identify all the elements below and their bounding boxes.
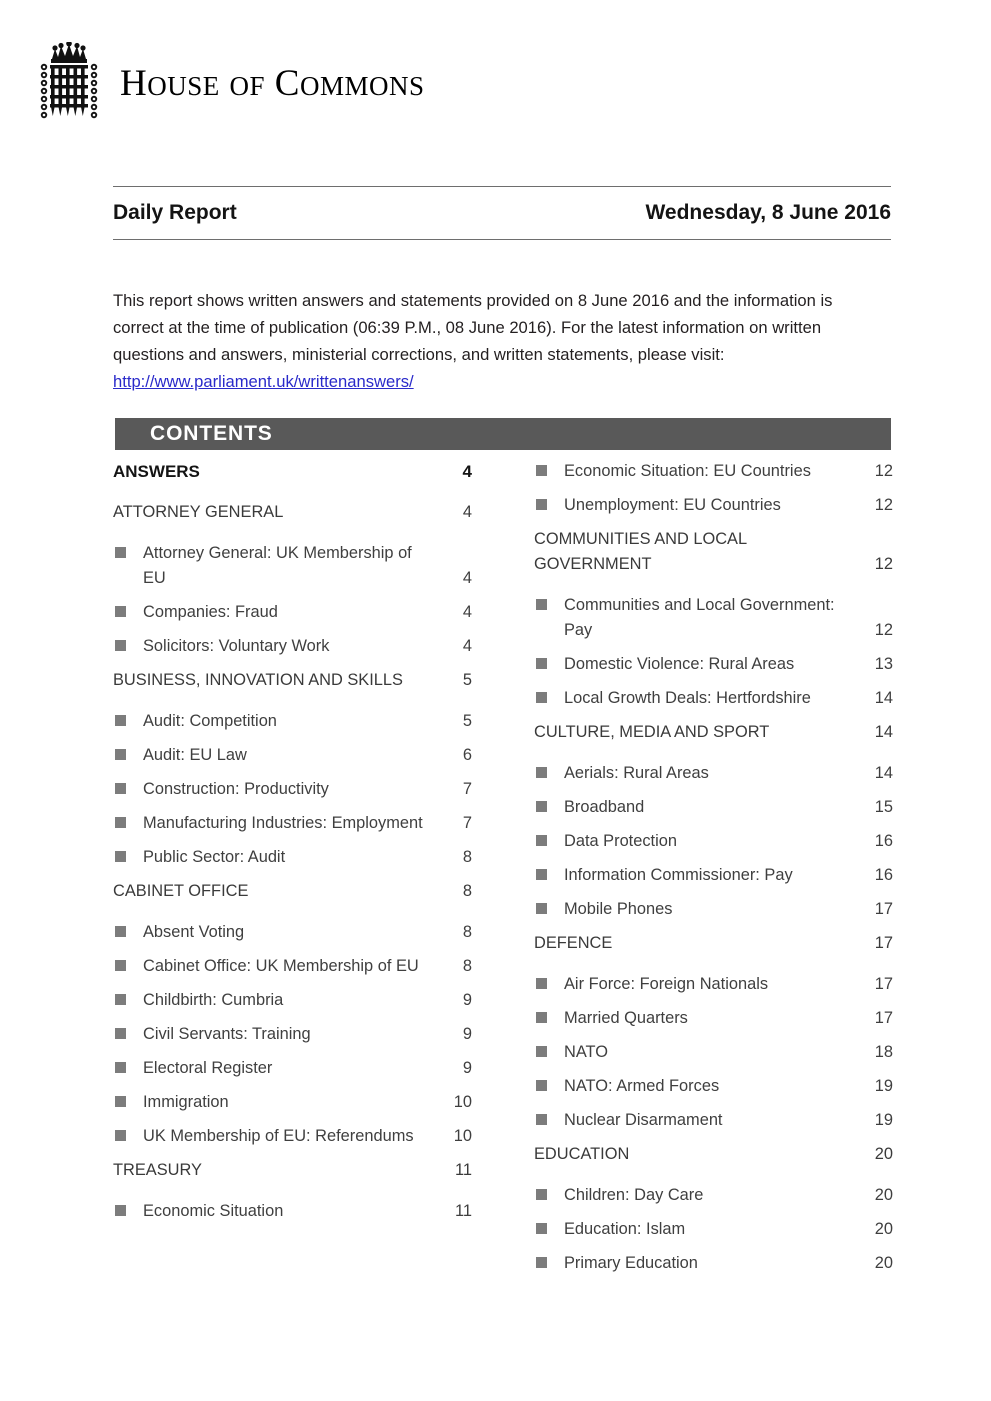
toc-entry-page-number: 9 (462, 991, 472, 1009)
toc-entry-page-number: 5 (462, 712, 472, 730)
toc-entry-page-number: 16 (874, 866, 893, 884)
toc-entry[interactable] (113, 631, 472, 662)
bullet-square-icon (536, 978, 547, 989)
toc-entry-page-number: 9 (462, 1059, 472, 1077)
bullet-square-icon (115, 926, 126, 937)
toc-spacer (534, 751, 893, 758)
toc-spacer (113, 531, 472, 538)
toc-entry-label: Aerials: Rural Areas (564, 764, 709, 782)
bullet-square-icon (115, 749, 126, 760)
toc-entry[interactable] (113, 538, 472, 594)
toc-entry-label: TREASURY (113, 1161, 202, 1179)
toc-entry-label: NATO: Armed Forces (564, 1077, 720, 1095)
toc-entry-label: Mobile Phones (564, 900, 673, 918)
toc-entry-page-number: 4 (462, 462, 472, 481)
bullet-square-icon (534, 1180, 564, 1200)
bullet-square-icon (115, 1028, 126, 1039)
toc-entry-page-number: 17 (874, 1009, 893, 1027)
toc-entry-label: UK Membership of EU: Referendums (143, 1127, 414, 1145)
toc-entry-label: BUSINESS, INNOVATION AND SKILLS (113, 671, 403, 689)
bullet-square-icon (113, 740, 143, 760)
toc-entry-page-number: 14 (874, 689, 893, 707)
bullet-square-icon (113, 538, 143, 558)
toc-entry-label: Childbirth: Cumbria (143, 991, 284, 1009)
toc-entry-page-number: 14 (874, 764, 893, 782)
bullet-square-icon (113, 917, 143, 937)
toc-entry-page-number: 17 (874, 975, 893, 993)
masthead-title-text-2: OUSE (147, 70, 220, 101)
bullet-square-icon (534, 1105, 564, 1125)
toc-entry-label: Audit: EU Law (143, 746, 247, 764)
toc-spacer (534, 583, 893, 590)
toc-entry-label: Primary Education (564, 1254, 698, 1272)
toc-entry[interactable] (534, 1214, 893, 1245)
toc-spacer (534, 962, 893, 969)
bullet-square-icon (115, 715, 126, 726)
masthead-title-text-3: OF (229, 70, 266, 101)
toc-entry[interactable] (534, 969, 893, 1000)
bullet-square-icon (113, 1053, 143, 1073)
toc-department-heading[interactable] (534, 524, 893, 580)
table-of-contents (113, 456, 893, 1282)
bullet-square-icon (536, 1080, 547, 1091)
bullet-square-icon (115, 1130, 126, 1141)
toc-entry-label: Electoral Register (143, 1059, 273, 1077)
toc-entry-page-number: 19 (874, 1111, 893, 1129)
toc-entry[interactable] (534, 894, 893, 925)
bullet-square-icon (536, 1189, 547, 1200)
toc-entry-page-number: 6 (462, 746, 472, 764)
toc-entry-page-number: 8 (462, 882, 472, 900)
toc-entry[interactable] (534, 590, 893, 646)
bullet-square-icon (534, 1214, 564, 1234)
bullet-square-icon (536, 801, 547, 812)
toc-department-heading[interactable] (534, 717, 893, 748)
bullet-square-icon (536, 1223, 547, 1234)
toc-entry[interactable] (534, 1180, 893, 1211)
toc-entry[interactable] (534, 490, 893, 521)
toc-entry-page-number: 17 (874, 934, 893, 952)
toc-entry[interactable] (113, 1121, 472, 1152)
toc-entry-label: Economic Situation: EU Countries (564, 462, 811, 480)
toc-entry[interactable] (534, 1071, 893, 1102)
toc-entry-page-number: 7 (462, 814, 472, 832)
toc-entry[interactable] (534, 683, 893, 714)
toc-entry-label: Air Force: Foreign Nationals (564, 975, 769, 993)
bullet-square-icon (534, 590, 564, 610)
toc-entry-page-number: 20 (874, 1145, 893, 1163)
bullet-square-icon (115, 1062, 126, 1073)
toc-entry-label: Immigration (143, 1093, 229, 1111)
toc-entry[interactable] (534, 826, 893, 857)
toc-entry-page-number: 17 (874, 900, 893, 918)
bullet-square-icon (534, 683, 564, 703)
toc-department-heading[interactable] (534, 928, 893, 959)
report-date: Wednesday, 8 June 2016 (645, 201, 891, 224)
toc-entry-label: Construction: Productivity (143, 780, 329, 798)
bullet-square-icon (534, 649, 564, 669)
bullet-square-icon (113, 597, 143, 617)
toc-entry-page-number: 15 (874, 798, 893, 816)
toc-entry-page-number: 5 (462, 671, 472, 689)
toc-entry[interactable] (534, 1037, 893, 1068)
toc-entry-label: NATO (564, 1043, 609, 1061)
toc-entry[interactable] (113, 597, 472, 628)
bullet-square-icon (113, 631, 143, 651)
toc-department-heading[interactable] (113, 876, 472, 907)
toc-entry-page-number: 20 (874, 1186, 893, 1204)
bullet-square-icon (536, 499, 547, 510)
toc-entry-label: ANSWERS (113, 462, 200, 481)
bullet-square-icon (113, 808, 143, 828)
toc-entry-page-number: 10 (453, 1093, 472, 1111)
toc-entry-label: Nuclear Disarmament (564, 1111, 723, 1129)
toc-section-heading[interactable] (113, 456, 472, 487)
bullet-square-icon (113, 1196, 143, 1216)
toc-entry[interactable] (113, 917, 472, 948)
bullet-square-icon (536, 465, 547, 476)
toc-entry[interactable] (113, 842, 472, 873)
toc-entry-page-number: 14 (874, 723, 893, 741)
toc-entry-label: Married Quarters (564, 1009, 688, 1027)
toc-entry-label: Audit: Competition (143, 712, 277, 730)
bullet-square-icon (536, 1012, 547, 1023)
toc-entry-label: Unemployment: EU Countries (564, 496, 781, 514)
bullet-square-icon (115, 783, 126, 794)
toc-entry-page-number: 4 (462, 603, 472, 621)
toc-entry-page-number: 8 (462, 957, 472, 975)
toc-entry-label: Solicitors: Voluntary Work (143, 637, 330, 655)
toc-entry-page-number: 7 (462, 780, 472, 798)
toc-department-heading[interactable] (113, 665, 472, 696)
toc-entry-label: Public Sector: Audit (143, 848, 286, 866)
toc-entry-label: Information Commissioner: Pay (564, 866, 793, 884)
bullet-square-icon (113, 774, 143, 794)
written-answers-link[interactable]: http://www.parliament.uk/writtenanswers/ (113, 372, 414, 391)
bullet-square-icon (536, 903, 547, 914)
toc-entry-label: CULTURE, MEDIA AND SPORT (534, 723, 770, 741)
toc-entry-label: Companies: Fraud (143, 603, 278, 621)
bullet-square-icon (115, 817, 126, 828)
toc-entry-label: COMMUNITIES AND LOCAL GOVERNMENT (534, 530, 747, 573)
toc-entry[interactable] (113, 706, 472, 737)
toc-entry-page-number: 13 (874, 655, 893, 673)
toc-spacer (113, 699, 472, 706)
report-label: Daily Report (113, 201, 237, 224)
toc-entry[interactable] (113, 740, 472, 771)
toc-left-column (113, 456, 472, 1282)
toc-entry[interactable] (534, 649, 893, 680)
bullet-square-icon (536, 1046, 547, 1057)
bullet-square-icon (115, 1096, 126, 1107)
toc-department-heading[interactable] (534, 1139, 893, 1170)
report-header-bar (113, 186, 891, 240)
toc-entry-page-number: 4 (462, 637, 472, 655)
toc-entry-label: Local Growth Deals: Hertfordshire (564, 689, 811, 707)
contents-banner (115, 418, 891, 450)
toc-entry[interactable] (534, 792, 893, 823)
bullet-square-icon (534, 758, 564, 778)
bullet-square-icon (115, 606, 126, 617)
bullet-square-icon (534, 1037, 564, 1057)
toc-entry-page-number: 18 (874, 1043, 893, 1061)
toc-entry[interactable] (113, 1019, 472, 1050)
bullet-square-icon (115, 547, 126, 558)
toc-entry[interactable] (113, 951, 472, 982)
toc-entry-label: Data Protection (564, 832, 677, 850)
toc-entry[interactable] (534, 1248, 893, 1279)
bullet-square-icon (534, 1071, 564, 1091)
toc-entry-page-number: 12 (874, 555, 893, 573)
toc-spacer (113, 490, 472, 497)
toc-right-column (534, 456, 893, 1282)
toc-entry-page-number: 20 (874, 1220, 893, 1238)
masthead-title (120, 62, 424, 105)
masthead (38, 40, 424, 126)
bullet-square-icon (113, 1019, 143, 1039)
toc-department-heading[interactable] (113, 1155, 472, 1186)
masthead-title-text-4: C (274, 62, 300, 104)
toc-entry-label: EDUCATION (534, 1145, 630, 1163)
bullet-square-icon (115, 994, 126, 1005)
bullet-square-icon (536, 767, 547, 778)
toc-entry-label: Communities and Local Government: Pay (564, 596, 835, 639)
portcullis-icon (38, 42, 100, 124)
masthead-title-text-5: OMMONS (299, 70, 425, 101)
toc-entry-label: DEFENCE (534, 934, 613, 952)
toc-spacer (534, 1173, 893, 1180)
toc-department-heading[interactable] (113, 497, 472, 528)
toc-entry[interactable] (113, 985, 472, 1016)
toc-entry-page-number: 10 (453, 1127, 472, 1145)
toc-entry-label: CABINET OFFICE (113, 882, 249, 900)
bullet-square-icon (115, 851, 126, 862)
toc-entry-label: Manufacturing Industries: Employment (143, 814, 423, 832)
toc-entry-page-number: 9 (462, 1025, 472, 1043)
toc-entry[interactable] (113, 1053, 472, 1084)
bullet-square-icon (113, 951, 143, 971)
toc-entry-page-number: 8 (462, 848, 472, 866)
toc-spacer (113, 910, 472, 917)
masthead-title-text: H (120, 62, 148, 104)
toc-entry-label: Education: Islam (564, 1220, 686, 1238)
toc-entry[interactable] (113, 808, 472, 839)
toc-entry[interactable] (113, 1087, 472, 1118)
bullet-square-icon (115, 640, 126, 651)
toc-entry-label: ATTORNEY GENERAL (113, 503, 284, 521)
toc-entry-page-number: 12 (874, 496, 893, 514)
toc-entry[interactable] (534, 758, 893, 789)
toc-entry-page-number: 4 (462, 569, 472, 587)
bullet-square-icon (534, 860, 564, 880)
toc-entry-label: Broadband (564, 798, 645, 816)
bullet-square-icon (113, 985, 143, 1005)
toc-entry-label: Absent Voting (143, 923, 245, 941)
toc-entry-page-number: 8 (462, 923, 472, 941)
toc-entry-label: Cabinet Office: UK Membership of EU (143, 957, 419, 975)
toc-entry[interactable] (534, 456, 893, 487)
toc-entry-page-number: 4 (462, 503, 472, 521)
toc-entry-page-number: 16 (874, 832, 893, 850)
bullet-square-icon (534, 456, 564, 476)
toc-entry-page-number: 12 (874, 621, 893, 639)
toc-entry[interactable] (534, 1105, 893, 1136)
bullet-square-icon (113, 706, 143, 726)
toc-spacer (113, 1189, 472, 1196)
toc-entry-label: Civil Servants: Training (143, 1025, 311, 1043)
bullet-square-icon (115, 960, 126, 971)
intro-text: This report shows written answers and statements provided on 8 June 2016 and the information is correct at the time of publication (06:39 P.M., 08 June 2016). For the latest information on written questions and answers, ministerial corrections, and written statements, please visit: (113, 291, 833, 364)
bullet-square-icon (115, 1205, 126, 1216)
toc-entry-page-number: 12 (874, 462, 893, 480)
bullet-square-icon (536, 599, 547, 610)
toc-entry-page-number: 19 (874, 1077, 893, 1095)
toc-entry-label: Economic Situation (143, 1202, 284, 1220)
bullet-square-icon (534, 969, 564, 989)
bullet-square-icon (536, 692, 547, 703)
bullet-square-icon (113, 1121, 143, 1141)
bullet-square-icon (536, 869, 547, 880)
bullet-square-icon (534, 490, 564, 510)
bullet-square-icon (536, 658, 547, 669)
intro-paragraph (113, 287, 885, 395)
bullet-square-icon (113, 842, 143, 862)
bullet-square-icon (536, 1257, 547, 1268)
toc-entry[interactable] (113, 1196, 472, 1227)
bullet-square-icon (536, 835, 547, 846)
toc-entry[interactable] (113, 774, 472, 805)
toc-entry-label: Domestic Violence: Rural Areas (564, 655, 795, 673)
contents-banner-label: CONTENTS (150, 422, 273, 445)
toc-entry-label: Children: Day Care (564, 1186, 704, 1204)
bullet-square-icon (534, 894, 564, 914)
bullet-square-icon (534, 826, 564, 846)
toc-entry-page-number: 11 (454, 1202, 472, 1220)
bullet-square-icon (534, 1003, 564, 1023)
toc-entry[interactable] (534, 1003, 893, 1034)
bullet-square-icon (534, 792, 564, 812)
toc-entry-page-number: 11 (454, 1161, 472, 1179)
toc-entry-page-number: 20 (874, 1254, 893, 1272)
bullet-square-icon (113, 1087, 143, 1107)
toc-entry-label: Attorney General: UK Membership of EU (143, 544, 412, 587)
toc-entry[interactable] (534, 860, 893, 891)
bullet-square-icon (534, 1248, 564, 1268)
bullet-square-icon (536, 1114, 547, 1125)
